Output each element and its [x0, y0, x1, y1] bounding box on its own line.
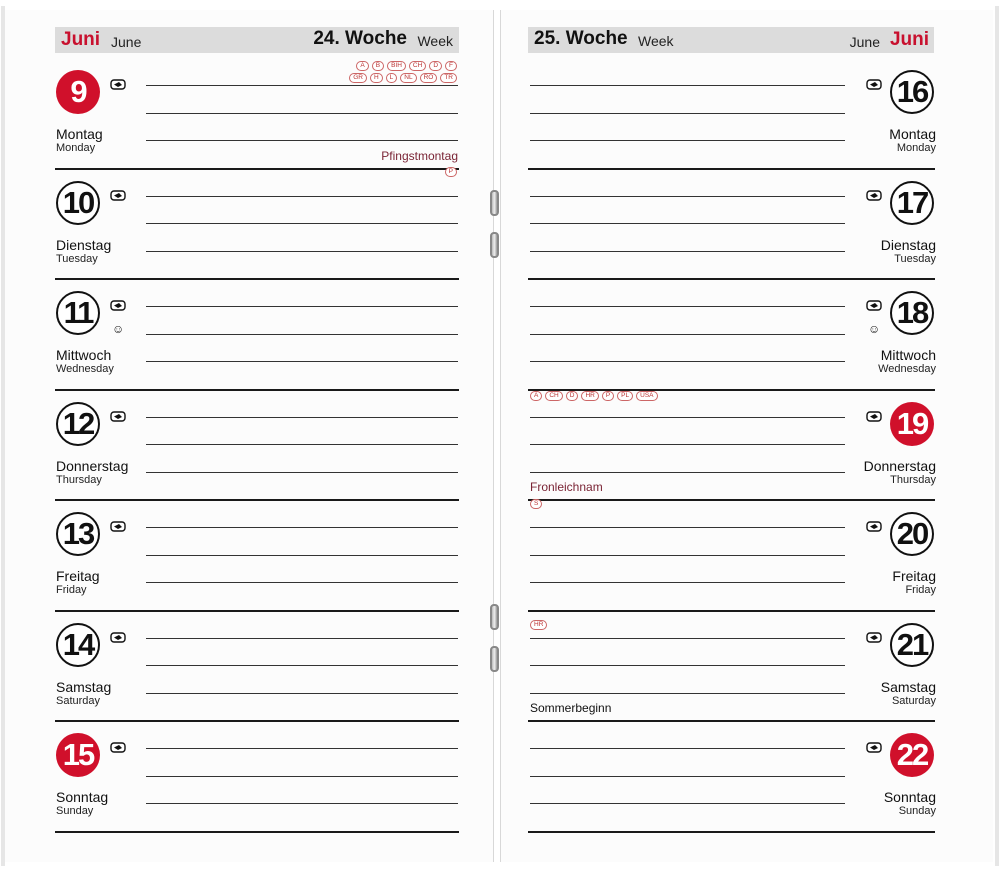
country-code-badge: RO — [420, 73, 438, 83]
crescent-moon-icon — [866, 519, 882, 530]
day-name-en: Thursday — [890, 473, 936, 486]
day-name-en: Monday — [56, 142, 96, 154]
country-code-badge: F — [445, 61, 457, 71]
day-name-en: Sunday — [898, 805, 936, 817]
day-name-en: Tuesday — [56, 252, 98, 265]
date-circle: 15 — [56, 733, 100, 777]
full-moon-icon — [866, 409, 882, 420]
moon-phase-icon: ☺ — [112, 322, 125, 336]
writing-line — [530, 472, 845, 473]
left-week-header — [55, 27, 459, 53]
country-code-badge: A — [356, 61, 368, 71]
writing-line — [530, 693, 845, 694]
day-name-de: Donnerstag — [863, 457, 936, 474]
day-name-de: Samstag — [880, 678, 936, 695]
waning-moon-icon — [110, 740, 126, 751]
writing-line — [530, 85, 845, 86]
writing-line — [146, 444, 458, 445]
waxing-moon-icon — [110, 77, 126, 88]
writing-line — [530, 527, 845, 528]
country-code-badge: CH — [545, 391, 562, 401]
binder-ring — [490, 604, 499, 630]
writing-line — [146, 223, 458, 224]
day-name-de: Dienstag — [880, 236, 936, 253]
country-code-badge: P — [445, 167, 457, 177]
writing-line — [530, 334, 845, 335]
date-circle: 17 — [890, 181, 934, 225]
writing-line — [530, 638, 845, 639]
day-name-en: Monday — [896, 142, 936, 154]
writing-line — [146, 251, 458, 252]
day-name-en: Tuesday — [894, 252, 936, 265]
country-code-badge: BIH — [387, 61, 406, 71]
day-separator — [55, 610, 459, 612]
moon-phase-icon: ☺ — [868, 322, 881, 336]
week-number-de: 24. Woche — [313, 28, 407, 49]
day-separator — [55, 831, 459, 833]
country-code-badge: D — [566, 391, 579, 401]
day-separator — [528, 278, 935, 280]
writing-line — [530, 444, 845, 445]
writing-line — [530, 665, 845, 666]
day-separator — [55, 168, 459, 170]
day-name-de: Montag — [889, 126, 936, 142]
day-name-de: Sonntag — [56, 789, 109, 805]
writing-line — [530, 361, 845, 362]
holiday-name: Fronleichnam — [530, 479, 603, 494]
country-code-badge: A — [530, 391, 542, 401]
day-separator — [55, 278, 459, 280]
writing-line — [146, 472, 458, 473]
day-name-de: Montag — [56, 126, 103, 142]
writing-line — [146, 417, 458, 418]
day-separator — [55, 499, 459, 501]
day-name-en: Saturday — [56, 694, 101, 707]
day-separator — [528, 610, 935, 612]
day-name-de: Samstag — [56, 678, 112, 695]
writing-line — [530, 748, 845, 749]
writing-line — [530, 555, 845, 556]
writing-line — [146, 113, 458, 114]
day-name-de: Freitag — [892, 568, 936, 584]
day-name-de: Sonntag — [883, 789, 936, 805]
holiday-name: Pfingstmontag — [381, 149, 458, 163]
date-circle: 19 — [890, 402, 934, 446]
full-moon-icon — [866, 298, 882, 309]
day-separator — [528, 168, 935, 170]
date-circle: 20 — [890, 512, 934, 556]
writing-line — [146, 555, 458, 556]
writing-line — [146, 306, 458, 307]
writing-line — [146, 582, 458, 583]
waning-moon-icon — [866, 740, 882, 751]
day-separator — [528, 499, 935, 501]
day-separator — [55, 720, 459, 722]
date-circle: 21 — [890, 623, 934, 667]
date-circle: 12 — [56, 402, 100, 446]
crescent-moon-icon — [866, 630, 882, 641]
month-name-en: June — [111, 34, 142, 50]
week-label-en: Week — [417, 33, 453, 49]
date-circle: 11 — [56, 291, 100, 335]
waning-moon-icon — [866, 77, 882, 88]
date-circle: 18 — [890, 291, 934, 335]
day-name-de: Dienstag — [56, 236, 112, 253]
day-name-de: Freitag — [56, 568, 100, 584]
week-label-en: Week — [638, 33, 674, 49]
writing-line — [146, 196, 458, 197]
writing-line — [530, 140, 845, 141]
half-moon-icon — [110, 298, 126, 309]
day-name-en: Sunday — [56, 805, 94, 817]
writing-line — [146, 638, 458, 639]
page-stack-right — [995, 6, 999, 866]
writing-line — [530, 113, 845, 114]
binder-ring — [490, 190, 499, 216]
country-codes — [530, 391, 658, 401]
country-code-badge: CH — [409, 61, 426, 71]
writing-line — [146, 527, 458, 528]
date-circle: 10 — [56, 181, 100, 225]
country-codes — [530, 499, 542, 509]
country-code-badge: S — [530, 499, 542, 509]
day-separator — [55, 389, 459, 391]
country-code-badge: USA — [636, 391, 657, 401]
writing-line — [530, 196, 845, 197]
writing-line — [530, 803, 845, 804]
day-name-de: Mittwoch — [56, 347, 112, 363]
country-codes — [445, 167, 457, 177]
day-name-en: Saturday — [891, 694, 936, 707]
writing-line — [146, 693, 458, 694]
country-code-badge: HR — [530, 620, 547, 630]
writing-line — [530, 223, 845, 224]
right-week-header — [528, 27, 934, 53]
month-name-de: Juni — [889, 29, 929, 50]
crescent-moon-icon — [110, 519, 126, 530]
writing-line — [146, 334, 458, 335]
country-code-badge: TR — [440, 73, 457, 83]
country-code-badge: P — [602, 391, 614, 401]
binder-ring — [490, 646, 499, 672]
country-code-badge: HR — [581, 391, 598, 401]
writing-line — [146, 665, 458, 666]
country-codes — [356, 61, 457, 71]
country-codes — [349, 73, 457, 83]
day-name-de: Mittwoch — [880, 347, 936, 363]
date-circle: 9 — [56, 70, 100, 114]
week-number-de: 25. Woche — [534, 28, 628, 49]
writing-line — [530, 306, 845, 307]
country-code-badge: NL — [400, 73, 416, 83]
month-name-en: June — [849, 34, 880, 50]
writing-line — [146, 803, 458, 804]
country-codes — [530, 620, 547, 630]
country-code-badge: GR — [349, 73, 367, 83]
half-moon-icon — [110, 409, 126, 420]
holiday-name: Sommerbeginn — [530, 700, 612, 715]
writing-line — [530, 251, 845, 252]
writing-line — [146, 140, 458, 141]
writing-line — [530, 776, 845, 777]
date-circle: 22 — [890, 733, 934, 777]
day-name-en: Friday — [56, 584, 87, 596]
binder-ring — [490, 232, 499, 258]
writing-line — [146, 748, 458, 749]
day-name-en: Wednesday — [56, 363, 114, 375]
country-code-badge: L — [386, 73, 398, 83]
writing-line — [146, 361, 458, 362]
writing-line — [530, 417, 845, 418]
day-name-en: Friday — [905, 584, 936, 596]
crescent-moon-icon — [110, 630, 126, 641]
writing-line — [146, 776, 458, 777]
month-name-de: Juni — [61, 29, 101, 50]
day-name-en: Thursday — [56, 473, 102, 486]
day-separator — [528, 720, 935, 722]
day-separator — [528, 831, 935, 833]
writing-line — [146, 85, 458, 86]
country-code-badge: B — [372, 61, 384, 71]
full-moon-icon — [866, 188, 882, 199]
country-code-badge: H — [370, 73, 383, 83]
day-name-de: Donnerstag — [56, 457, 129, 474]
country-code-badge: PL — [617, 391, 633, 401]
country-code-badge: D — [429, 61, 442, 71]
half-moon-icon — [110, 188, 126, 199]
writing-line — [530, 582, 845, 583]
date-circle: 13 — [56, 512, 100, 556]
date-circle: 14 — [56, 623, 100, 667]
date-circle: 16 — [890, 70, 934, 114]
day-name-en: Wednesday — [878, 363, 936, 375]
